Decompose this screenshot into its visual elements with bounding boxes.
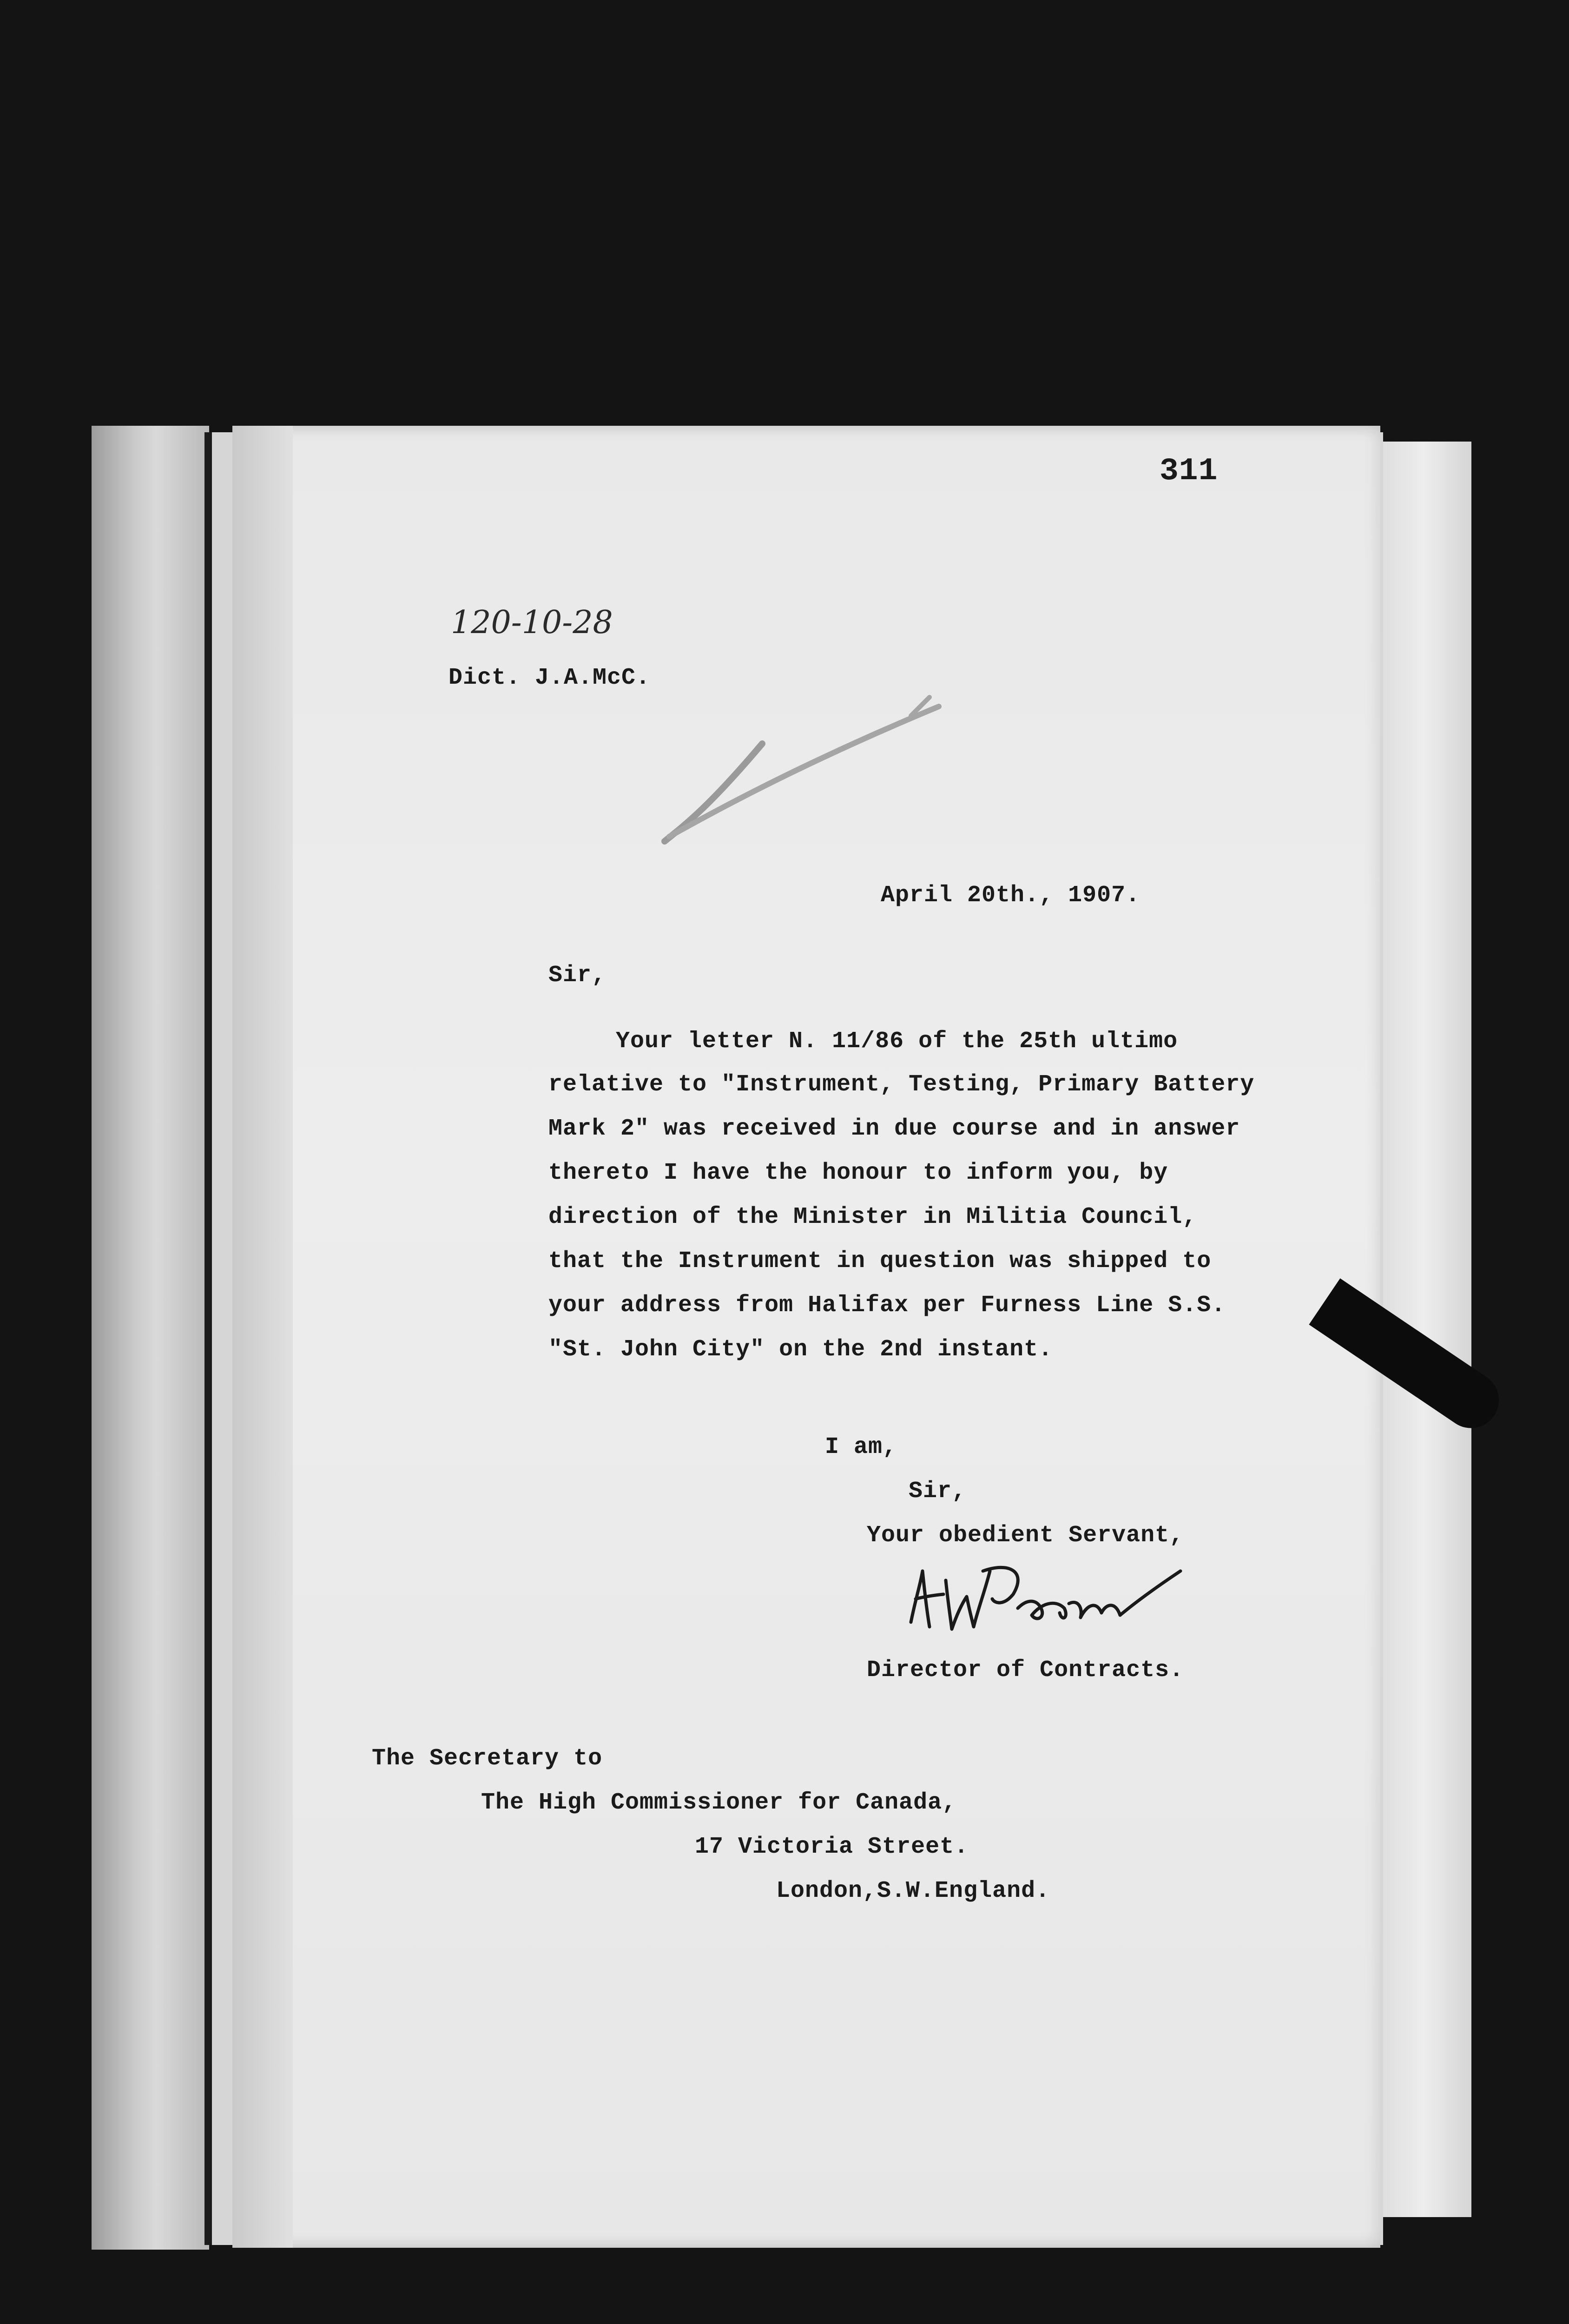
body-line: thereto I have the honour to inform you, by bbox=[548, 1160, 1168, 1186]
body-line: that the Instrument in question was shipped to bbox=[548, 1248, 1212, 1274]
check-mark-icon bbox=[660, 688, 957, 846]
address-line: The Secretary to bbox=[372, 1745, 603, 1772]
address-line: The High Commissioner for Canada, bbox=[481, 1789, 957, 1816]
letter-date: April 20th., 1907. bbox=[881, 882, 1140, 909]
closing-line: Sir, bbox=[909, 1478, 967, 1505]
salutation: Sir, bbox=[548, 962, 607, 989]
body-line: Mark 2" was received in due course and in answer bbox=[548, 1116, 1240, 1142]
address-line: London,S.W.England. bbox=[776, 1878, 1050, 1904]
letter-page-edge bbox=[232, 426, 293, 2248]
address-line: 17 Victoria Street. bbox=[695, 1834, 969, 1860]
closing-line: I am, bbox=[825, 1434, 897, 1460]
body-line: Your letter N. 11/86 of the 25th ultimo bbox=[616, 1028, 1178, 1055]
closing-line: Your obedient Servant, bbox=[867, 1522, 1184, 1549]
signatory-title: Director of Contracts. bbox=[867, 1657, 1184, 1684]
body-line: your address from Halifax per Furness Line S.S. bbox=[548, 1292, 1226, 1319]
binding-strip bbox=[92, 426, 209, 2250]
dictation-note: Dict. J.A.McC. bbox=[448, 665, 651, 691]
signature bbox=[902, 1552, 1190, 1645]
body-line: relative to "Instrument, Testing, Primary Battery bbox=[548, 1071, 1255, 1098]
file-reference: 120-10-28 bbox=[451, 604, 613, 641]
body-line: direction of the Minister in Militia Council, bbox=[548, 1204, 1197, 1230]
page-number: 311 bbox=[1160, 453, 1218, 489]
body-line: "St. John City" on the 2nd instant. bbox=[548, 1336, 1053, 1363]
